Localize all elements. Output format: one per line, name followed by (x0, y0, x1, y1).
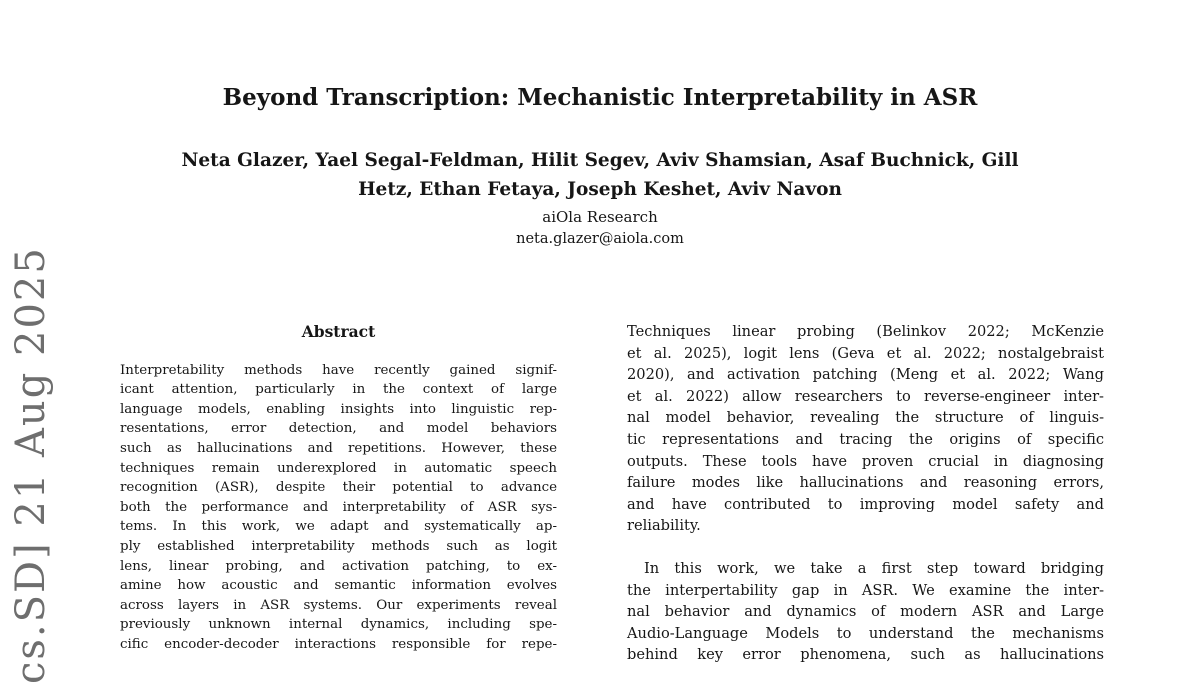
text-line: resentations, error detection, and model behaviors (120, 421, 557, 437)
left-column (120, 322, 557, 655)
right-column (627, 321, 1104, 666)
text-line: amine how acoustic and semantic information evolves (120, 578, 557, 594)
text-line: Interpretability methods have recently gained signif- (120, 362, 557, 378)
text-line: ply established interpretability methods such as logit (120, 538, 557, 554)
abstract-text (120, 361, 557, 655)
affiliation: aiOla Research (542, 208, 658, 226)
text-line: outputs. These tools have proven crucial in diagnosing (627, 452, 1104, 470)
abstract-heading: Abstract (301, 322, 376, 341)
text-line: across layers in ASR systems. Our experiments reveal (120, 597, 557, 613)
text-line: techniques remain underexplored in automatic speech (120, 460, 557, 476)
text-line: 2020), and activation patching (Meng et al. 2022; Wang (627, 366, 1104, 384)
text-line: Techniques linear probing (Belinkov 2022; McKenzie (627, 323, 1104, 340)
contact-email: neta.glazer@aiola.com (516, 231, 684, 247)
text-line: reliability. (627, 517, 701, 535)
text-line: failure modes like hallucinations and reasoning errors, (627, 474, 1104, 492)
text-line: icant attention, particularly in the context of large (120, 382, 557, 398)
text-line: tic representations and tracing the origins of specific (627, 430, 1104, 448)
text-line: et al. 2025), logit lens (Geva et al. 2022; nostalgebraist (627, 344, 1104, 362)
text-line: language models, enabling insights into linguistic rep- (120, 401, 557, 417)
text-line: behind key error phenomena, such as hallucinations (627, 646, 1104, 664)
text-line: Audio-Language Models to understand the mechanisms (627, 624, 1104, 642)
text-line: nal behavior and dynamics of modern ASR and Large (627, 603, 1104, 621)
arxiv-watermark: cs.SD] 21 Aug 2025 (8, 246, 54, 684)
text-line: nal model behavior, revealing the structure of linguis- (627, 409, 1104, 427)
text-line: and have contributed to improving model safety and (627, 495, 1104, 513)
text-line: both the performance and interpretability of ASR sys- (120, 499, 557, 515)
body-paragraph-2 (627, 558, 1104, 666)
author-list (0, 146, 1200, 204)
author-line-1: Neta Glazer, Yael Segal-Feldman, Hilit Segev, Aviv Shamsian, Asaf Buchnick, Gill (181, 150, 1019, 171)
text-line: tems. In this work, we adapt and systematically ap- (120, 519, 557, 535)
text-line: In this work, we take a first step toward bridging (644, 559, 1104, 577)
body-paragraph-1 (627, 321, 1104, 537)
text-line: such as hallucinations and repetitions. However, these (120, 440, 557, 456)
text-line: previously unknown internal dynamics, including spe- (120, 617, 557, 633)
text-line: recognition (ASR), despite their potential to advance (120, 480, 557, 496)
text-line: cific encoder-decoder interactions responsible for repe- (120, 636, 557, 652)
text-line: et al. 2022) allow researchers to reverse-engineer inter- (627, 387, 1104, 405)
author-line-2: Hetz, Ethan Fetaya, Joseph Keshet, Aviv Navon (358, 179, 842, 200)
text-line: lens, linear probing, and activation patching, to ex- (120, 558, 557, 574)
text-line: the interpertability gap in ASR. We examine the inter- (627, 581, 1104, 599)
paper-title: Beyond Transcription: Mechanistic Interpretability in ASR (222, 84, 978, 111)
